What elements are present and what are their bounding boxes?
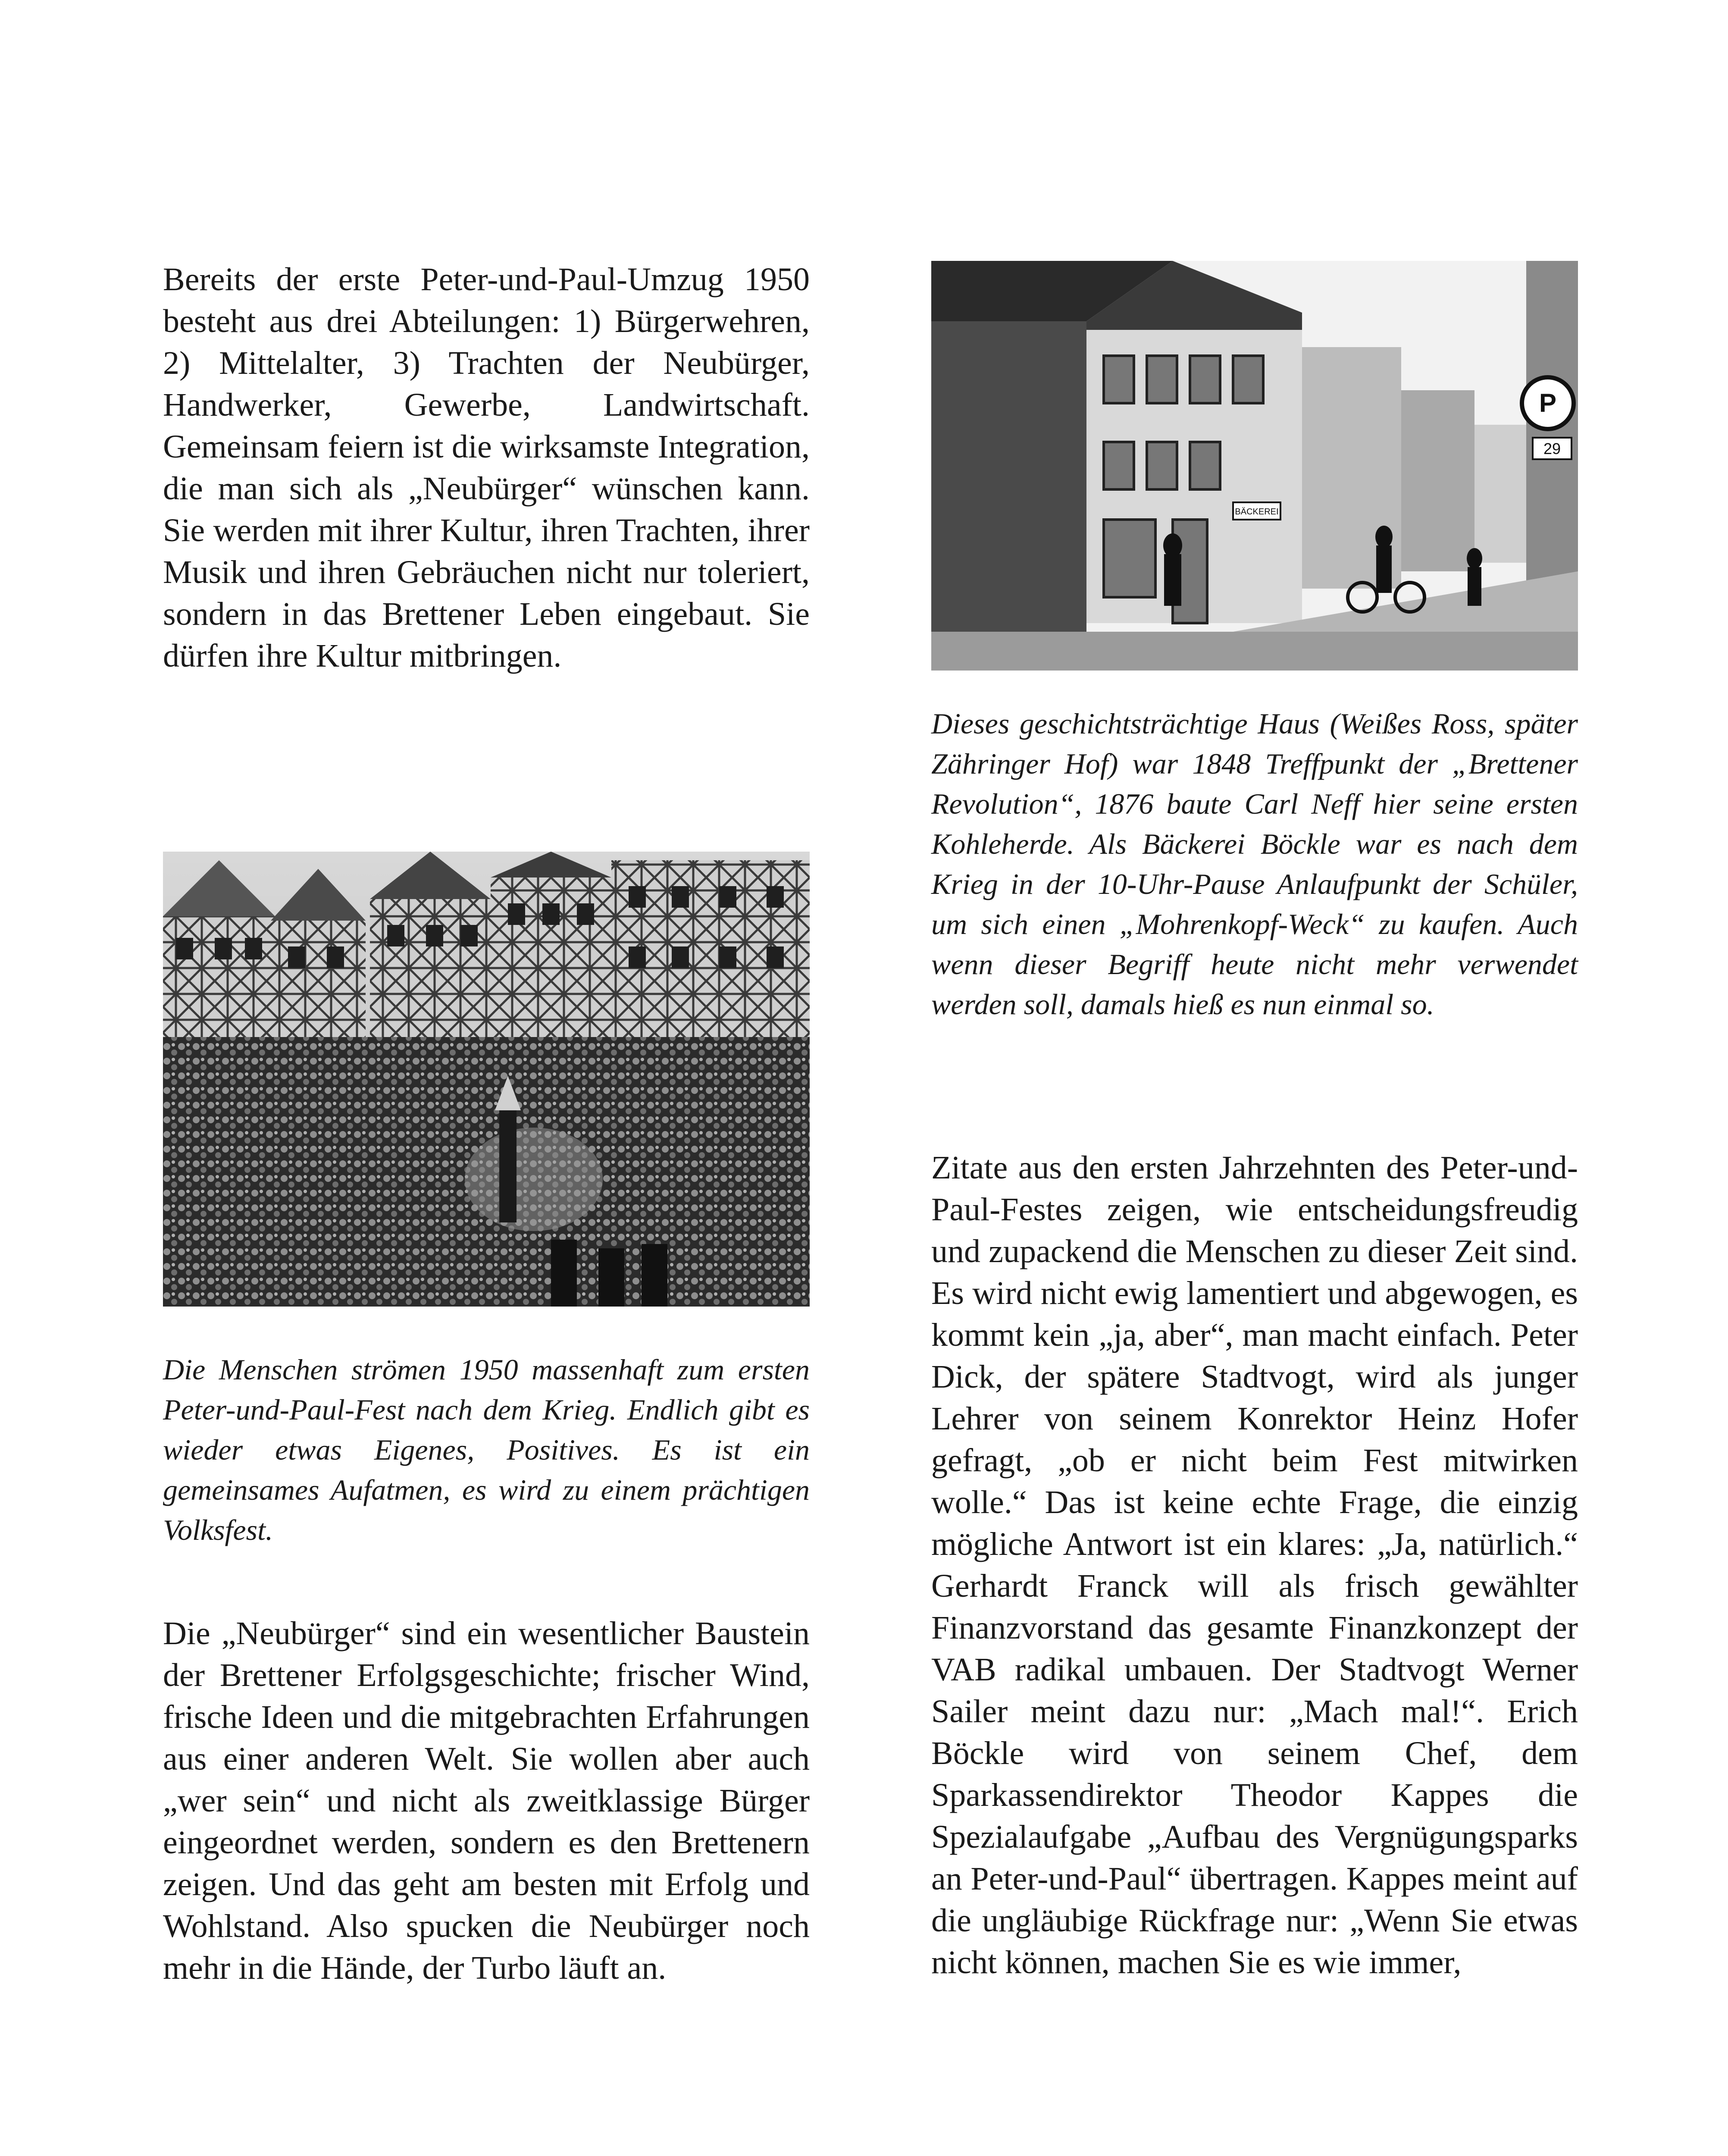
crowd-photo-illustration — [163, 852, 810, 1307]
left-paragraph-2: Die „Neubürger“ sind ein wesentlicher Baustein der Brettener Erfolgsgeschichte; frischer Wind, frische Ideen und die mitgebrachten Erfahrungen aus einer anderen Welt. Sie wollen aber auch „wer sein“ und nicht als zweitklassige Bürger eingeordnet werden, sondern es den Brettenern zeigen. Und das geht am besten mit Erfolg und Wohlstand. Also spucken die Neubürger noch mehr in die Hände, der Turbo läuft an. — [163, 1615, 810, 1986]
street-photo-caption: Dieses geschichtsträchtige Haus (Weißes Ross, später Zähringer Hof) war 1848 Treffpunkt der „Brettener Revolution“, 1876 baute Carl Neff hier seine ersten Kohleherde. Als Bäckerei Böckle war es nach dem Krieg in der 10-Uhr-Pause Anlaufpunkt der Schüler, um sich einen „Mohrenkopf-Weck“ zu kaufen. Auch wenn dieser Begriff heute nicht mehr verwendet werden soll, damals hieß es nun einmal so. — [931, 707, 1578, 1021]
street-house-photo — [931, 261, 1578, 671]
street-photo-illustration — [931, 261, 1578, 671]
svg-text:P: P — [1539, 389, 1557, 417]
crowd-photo-caption: Die Menschen strömen 1950 massenhaft zum ersten Peter-und-Paul-Fest nach dem Krieg. Endlich gibt es wieder etwas Eigenes, Positives. Es ist ein gemeinsames Aufatmen, es wird zu einem prächtigen Volksfest. — [163, 1353, 810, 1546]
left-paragraph-1: Bereits der erste Peter-und-Paul-Umzug 1950 besteht aus drei Abteilungen: 1) Bürgerwehren, 2) Mittelalter, 3) Trachten der Neubürger, Handwerker, Gewerbe, Landwirtschaft. Gemeinsam feiern ist die wirksamste Integration, die man sich als „Neubürger“ wünschen kann. Sie werden mit ihrer Kultur, ihren Trachten, ihrer Musik und ihren Gebräuchen nicht nur toleriert, sondern in das Brettener Leben eingebaut. Sie dürfen ihre Kultur mitbringen. — [163, 261, 810, 674]
road-sign-number: 29 — [1543, 440, 1561, 458]
right-paragraph-1: Zitate aus den ersten Jahrzehnten des Peter-und-Paul-Festes zeigen, wie entscheidungsfreudig und zupackend die Menschen zu dieser Zeit sind. Es wird nicht ewig lamentiert und abgewogen, es kommt kein „ja, aber“, man macht einfach. Peter Dick, der spätere Stadtvogt, wird als junger Lehrer von seinem Konrektor Heinz Hofer gefragt, „ob er nicht beim Fest mitwirken wolle.“ Das ist keine echte Frage, die einzig mögliche Antwort ist ein klares: „Ja, natürlich.“ Gerhardt Franck will als frisch gewählter Finanzvorstand das gesamte Finanzkonzept der VAB radikal umbauen. Der Stadtvogt Werner Sailer meint dazu nur: „Mach mal!“. Erich Böckle wird von seinem Chef, dem Sparkassendirektor Theodor Kappes die Spezialaufgabe „Aufbau des Vergnügungsparks an Peter-und-Paul“ übertragen. Kappes meint auf die ungläubige Rückfrage nur: „Wenn Sie etwas nicht können, machen Sie es wie immer, — [931, 1150, 1578, 1981]
crowd-festival-photo — [163, 852, 810, 1307]
bakery-sign-text: BÄCKEREI — [1235, 507, 1279, 517]
